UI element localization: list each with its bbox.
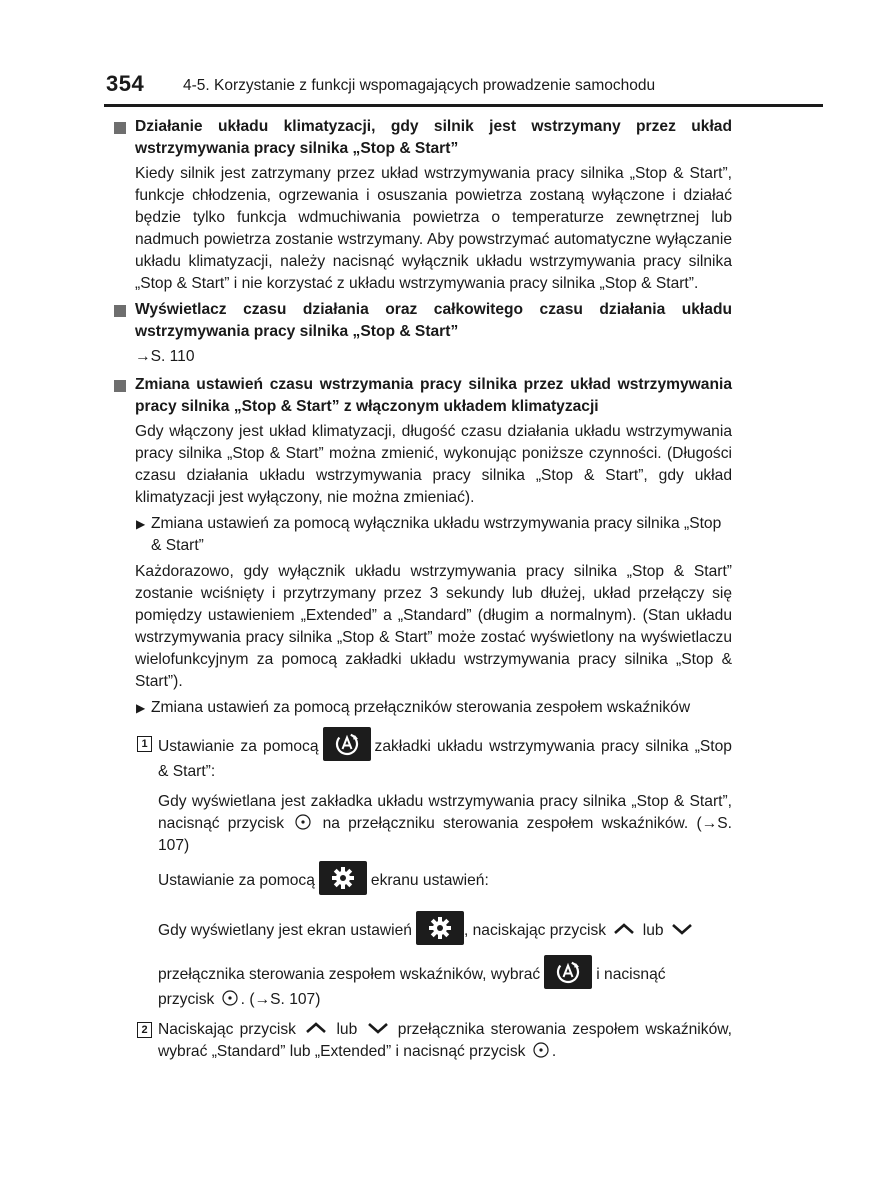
chapter-title: 4-5. Korzystanie z funkcji wspomagających prowadzenie samochodu — [183, 77, 656, 94]
step-text: Ustawianie za pomocą — [158, 872, 315, 890]
step-text: Naciskając przycisk — [158, 1021, 296, 1038]
step-text: na przełączniku sterowania zespołem wskaźników. (→S. 107) — [158, 815, 733, 854]
step-text: , naciskając przycisk — [463, 922, 607, 939]
right-triangle-icon: ▶ — [136, 517, 146, 531]
subsection-text: Zmiana ustawień za pomocą wyłącznika układu wstrzymywania pracy silnika „Stop & Start” — [151, 515, 722, 554]
section-body: Gdy włączony jest układ klimatyzacji, długość czasu działania układu wstrzymywania pracy silnika „Stop & Start” można zmienić, wykonując poniższe czynności. (Długości czasu działania układu wstrzymywania pracy silnika „Stop & Start”, gdy układ klimatyzacji jest wyłączony, nie można zmieniać). — [135, 423, 732, 506]
chevron-up-icon — [305, 1022, 327, 1034]
section-body: Kiedy silnik jest zatrzymany przez układ wstrzymywania pracy silnika „Stop & Start”, funkcje chłodzenia, ogrzewania i osuszania powietrza zostaną wyłączone i działać będzie tylko funkcja wdmuchiwania powietrza o temperaturze zewnętrznej lub nadmuch powietrza zostanie wstrzymany. Aby powstrzymać automatyczne wyłączanie układu klimatyzacji, należy nacisnąć wyłącznik układu wstrzymywania pracy silnika „Stop & Start” i nie korzystać z układu wstrzymywania pracy silnika „Stop & Start”. — [135, 165, 732, 292]
header-divider — [104, 104, 823, 107]
auto-stop-start-icon — [323, 727, 371, 761]
section-heading: Zmiana ustawień czasu wstrzymania pracy silnika przez układ wstrzymywania pracy silnika „Stop & Start” z włączonym układem klimatyzacji — [112, 374, 732, 418]
step-text: . — [551, 1043, 557, 1060]
enter-circle-icon — [222, 990, 238, 1006]
step-text: przełącznika sterowania zespołem wskaźników, wybrać „Standard” lub „Extended” i nacisnąć przycisk — [158, 1021, 732, 1060]
step-detail — [112, 791, 732, 857]
section-body: Każdorazowo, gdy wyłącznik układu wstrzymywania pracy silnika „Stop & Start” zostanie wciśnięty i przytrzymany przez 3 sekundy lub dłużej, układ przełączy się pomiędzy ustawieniem „Extended” a „Standard” (długim a normalnym). (Stan układu wstrzymywania pracy silnika „Stop & Start” może zostać wyświetlony na wyświetlaczu wielofunkcyjnym za pomocą zakładki układu wstrzymywania pracy silnika „Stop & Start”). — [135, 563, 732, 690]
page-reference: →S. 110 — [135, 348, 195, 365]
auto-stop-start-icon — [544, 955, 592, 989]
page-content — [112, 116, 732, 1067]
step-text: Gdy wyświetlana jest zakładka układu wstrzymywania pracy silnika „Stop & Start”, nacisnąć przycisk — [158, 793, 732, 832]
subsection-item — [112, 697, 732, 719]
chevron-up-icon — [613, 923, 635, 935]
step-text: Gdy wyświetlany jest ekran ustawień — [158, 922, 412, 939]
subsection-item — [112, 513, 732, 557]
section-heading: Wyświetlacz czasu działania oraz całkowitego czasu działania układu wstrzymywania pracy silnika „Stop & Start” — [112, 299, 732, 343]
enter-circle-icon — [295, 814, 311, 830]
step-text: zakładki układu wstrzymywania pracy silnika „Stop & Start”: — [158, 738, 732, 780]
gear-icon — [416, 911, 464, 945]
chevron-down-icon — [367, 1022, 389, 1034]
step-text: . (→S. 107) — [240, 991, 321, 1008]
step-detail — [112, 867, 732, 895]
step-number: 2 — [137, 1022, 152, 1038]
right-triangle-icon: ▶ — [136, 701, 146, 715]
step-text: ekranu ustawień: — [370, 872, 489, 890]
step-text: przycisk — [158, 991, 215, 1008]
step-text: lub — [336, 1021, 358, 1038]
gear-icon — [319, 861, 367, 895]
subsection-text: Zmiana ustawień za pomocą przełączników sterowania zespołem wskaźników — [151, 699, 691, 716]
page-number: 354 — [106, 71, 145, 96]
enter-circle-icon — [533, 1042, 549, 1058]
section-heading: Działanie układu klimatyzacji, gdy silnik jest wstrzymany przez układ wstrzymywania pracy silnika „Stop & Start” — [112, 116, 732, 160]
step-number: 1 — [137, 736, 152, 752]
step-1 — [112, 733, 732, 783]
step-text: lub — [642, 922, 664, 939]
step-text: i nacisnąć — [596, 966, 666, 983]
chevron-down-icon — [671, 923, 693, 935]
step-text: przełącznika sterowania zespołem wskaźników, wybrać — [158, 966, 541, 983]
step-detail — [112, 909, 732, 997]
step-2 — [112, 1019, 732, 1063]
step-text: Ustawianie za pomocą — [158, 738, 319, 756]
